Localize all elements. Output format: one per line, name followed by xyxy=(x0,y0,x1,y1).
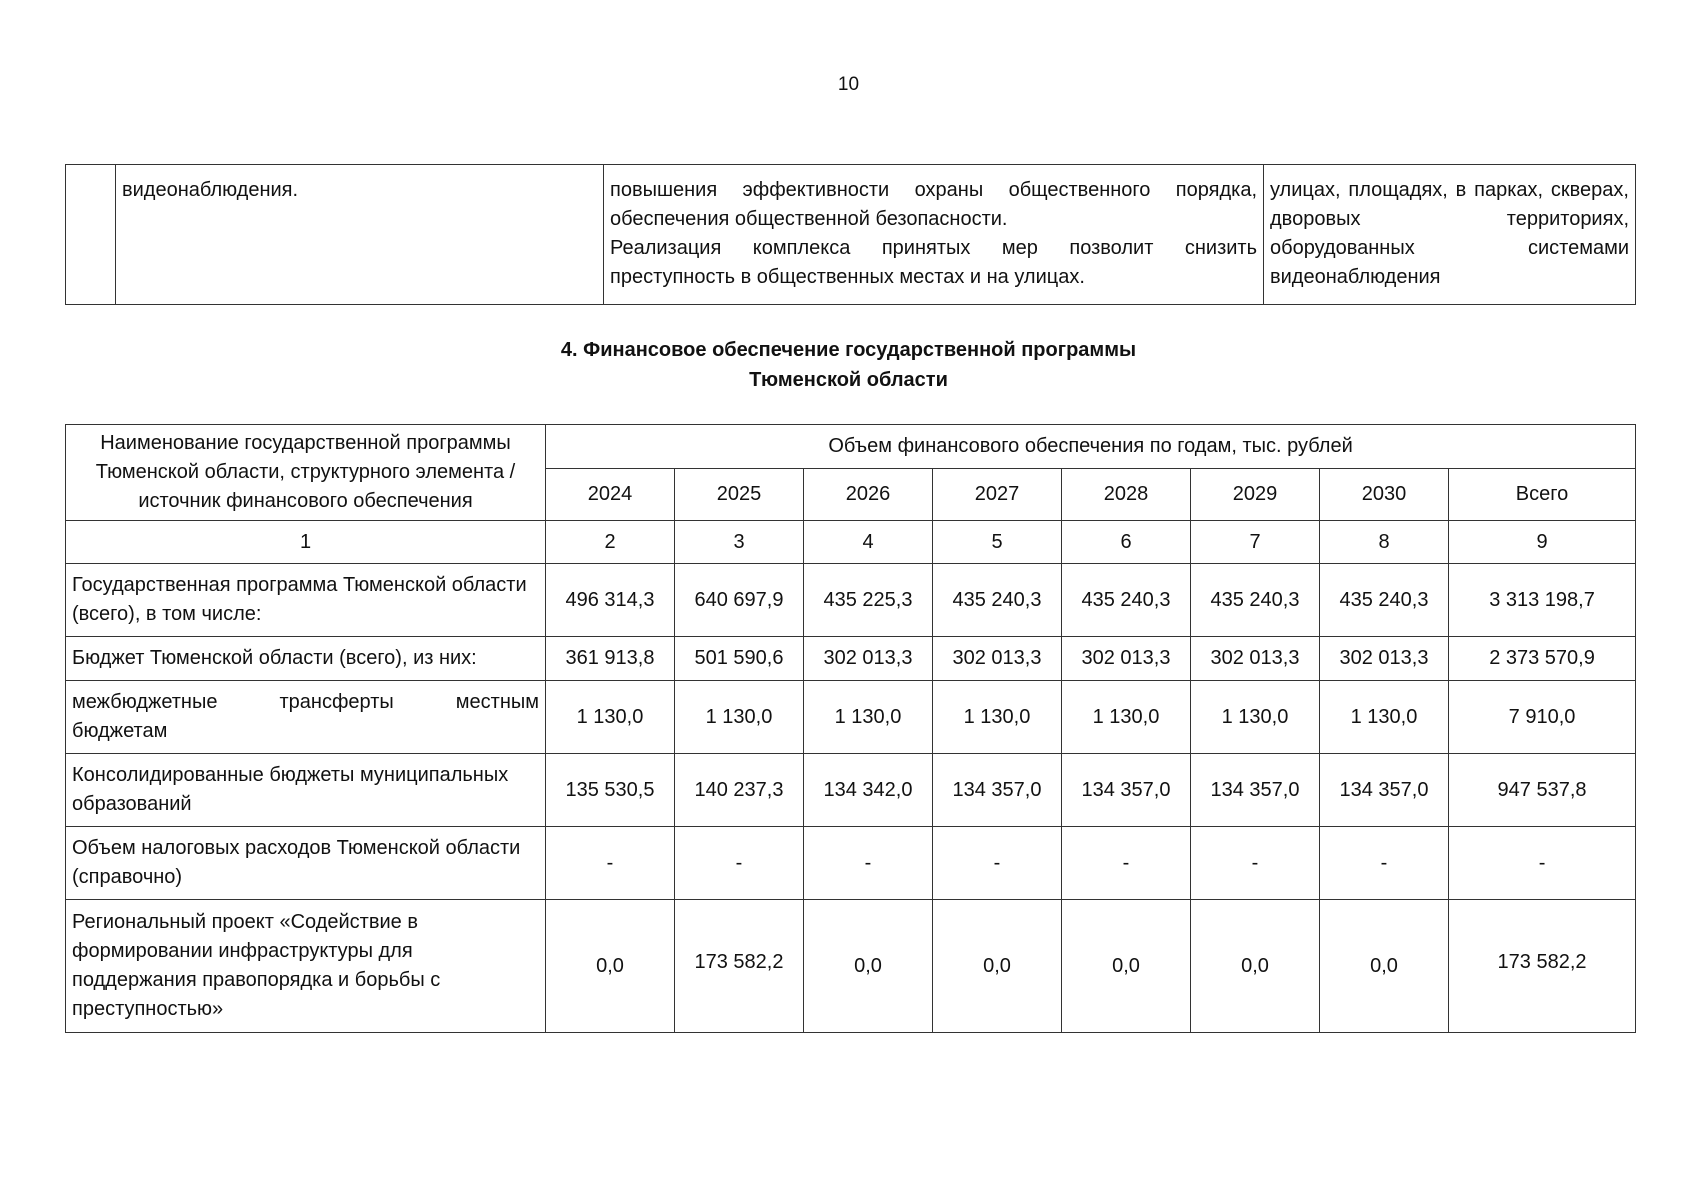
table-cell: 435 225,3 xyxy=(804,564,933,637)
table-row xyxy=(66,900,1636,1033)
table-cell: 7 910,0 xyxy=(1449,681,1636,754)
table-row xyxy=(66,827,1636,900)
finance-table xyxy=(65,424,1636,1033)
table-cell: 1 130,0 xyxy=(804,681,933,754)
cell-text: видеонаблюдения. xyxy=(122,179,299,201)
section-title-line: 4. Финансовое обеспечение государственной программы xyxy=(560,339,1137,361)
year-header: 2026 xyxy=(804,468,933,520)
row-name: Объем налоговых расходов Тюменской области (справочно) xyxy=(66,827,546,900)
header-volume-cell: Объем финансового обеспечения по годам, тыс. рублей xyxy=(546,425,1636,469)
column-number: 6 xyxy=(1062,521,1191,564)
table-cell: 435 240,3 xyxy=(1062,564,1191,637)
table-cell: - xyxy=(1062,827,1191,900)
continuation-table xyxy=(65,164,1636,305)
table-cell: 302 013,3 xyxy=(1191,637,1320,681)
table-cell: 302 013,3 xyxy=(1320,637,1449,681)
section-title-line: Тюменской области xyxy=(749,369,948,391)
table-cell: 173 582,2 xyxy=(675,900,804,1033)
table-cell: 435 240,3 xyxy=(1191,564,1320,637)
row-name: Бюджет Тюменской области (всего), из них: xyxy=(66,637,546,681)
table-cell: 134 357,0 xyxy=(1191,754,1320,827)
table-header-row xyxy=(66,425,1636,469)
table-cell xyxy=(116,165,604,305)
page-number: 10 xyxy=(837,74,860,95)
table-cell: 640 697,9 xyxy=(675,564,804,637)
cell-paragraph: повышения эффективности охраны общественного порядка, обеспечения общественной безопасности. xyxy=(610,179,1257,230)
table-cell: 0,0 xyxy=(1191,900,1320,1033)
table-cell: 302 013,3 xyxy=(1062,637,1191,681)
column-number: 8 xyxy=(1320,521,1449,564)
table-cell xyxy=(66,165,116,305)
table-row xyxy=(66,564,1636,637)
year-header: 2027 xyxy=(933,468,1062,520)
table-cell: 0,0 xyxy=(1062,900,1191,1033)
table-cell: 496 314,3 xyxy=(546,564,675,637)
table-cell: 140 237,3 xyxy=(675,754,804,827)
table-cell: - xyxy=(675,827,804,900)
row-name xyxy=(66,681,546,754)
table-cell: 0,0 xyxy=(546,900,675,1033)
table-cell: 1 130,0 xyxy=(546,681,675,754)
column-number: 5 xyxy=(933,521,1062,564)
table-cell: - xyxy=(546,827,675,900)
table-cell: 1 130,0 xyxy=(1062,681,1191,754)
table-cell: - xyxy=(933,827,1062,900)
table-cell: 134 357,0 xyxy=(1320,754,1449,827)
row-name: Консолидированные бюджеты муниципальных образований xyxy=(66,754,546,827)
table-cell: 134 342,0 xyxy=(804,754,933,827)
table-cell: 1 130,0 xyxy=(675,681,804,754)
table-cell: 435 240,3 xyxy=(1320,564,1449,637)
table-cell: - xyxy=(1449,827,1636,900)
table-row xyxy=(66,681,1636,754)
table-row xyxy=(66,637,1636,681)
table-cell: 302 013,3 xyxy=(804,637,933,681)
table-cell: 1 130,0 xyxy=(1191,681,1320,754)
year-header: 2025 xyxy=(675,468,804,520)
row-name: Региональный проект «Содействие в формировании инфраструктуры для поддержания правопорядка и борьбы с преступностью» xyxy=(66,900,546,1033)
table-cell: - xyxy=(1320,827,1449,900)
table-cell: 0,0 xyxy=(1320,900,1449,1033)
table-cell: - xyxy=(1191,827,1320,900)
table-cell: 0,0 xyxy=(933,900,1062,1033)
table-cell: 173 582,2 xyxy=(1449,900,1636,1033)
table-cell: 134 357,0 xyxy=(1062,754,1191,827)
column-number: 2 xyxy=(546,521,675,564)
column-number: 7 xyxy=(1191,521,1320,564)
column-number-row xyxy=(66,521,1636,564)
table-row xyxy=(66,165,1636,305)
table-cell: 435 240,3 xyxy=(933,564,1062,637)
table-cell: 2 373 570,9 xyxy=(1449,637,1636,681)
table-cell: - xyxy=(804,827,933,900)
table-cell: 1 130,0 xyxy=(933,681,1062,754)
row-name-line: бюджетам xyxy=(72,720,168,742)
table-cell: 302 013,3 xyxy=(933,637,1062,681)
table-cell xyxy=(604,165,1264,305)
year-header: 2028 xyxy=(1062,468,1191,520)
table-cell: улицах, площадях, в парках, скверах, дворовых территориях, оборудованных системами видеонаблюдения xyxy=(1264,165,1636,305)
year-header: 2029 xyxy=(1191,468,1320,520)
table-row xyxy=(66,754,1636,827)
year-header: 2030 xyxy=(1320,468,1449,520)
column-number: 4 xyxy=(804,521,933,564)
row-name-line: межбюджетные трансферты местным xyxy=(72,691,539,713)
table-cell: 134 357,0 xyxy=(933,754,1062,827)
year-header: 2024 xyxy=(546,468,675,520)
cell-paragraph: Реализация комплекса принятых мер позволит снизить преступность в общественных местах и на улицах. xyxy=(610,237,1257,288)
column-number: 3 xyxy=(675,521,804,564)
table-cell: 0,0 xyxy=(804,900,933,1033)
table-cell: 947 537,8 xyxy=(1449,754,1636,827)
year-header: Всего xyxy=(1449,468,1636,520)
table-cell: 361 913,8 xyxy=(546,637,675,681)
header-name-cell: Наименование государственной программы Тюменской области, структурного элемента / источник финансового обеспечения xyxy=(66,425,546,521)
column-number: 1 xyxy=(66,521,546,564)
row-name: Государственная программа Тюменской области (всего), в том числе: xyxy=(66,564,546,637)
table-cell: 3 313 198,7 xyxy=(1449,564,1636,637)
table-cell: 135 530,5 xyxy=(546,754,675,827)
table-cell: 501 590,6 xyxy=(675,637,804,681)
section-title xyxy=(0,335,1697,395)
table-cell: 1 130,0 xyxy=(1320,681,1449,754)
column-number: 9 xyxy=(1449,521,1636,564)
